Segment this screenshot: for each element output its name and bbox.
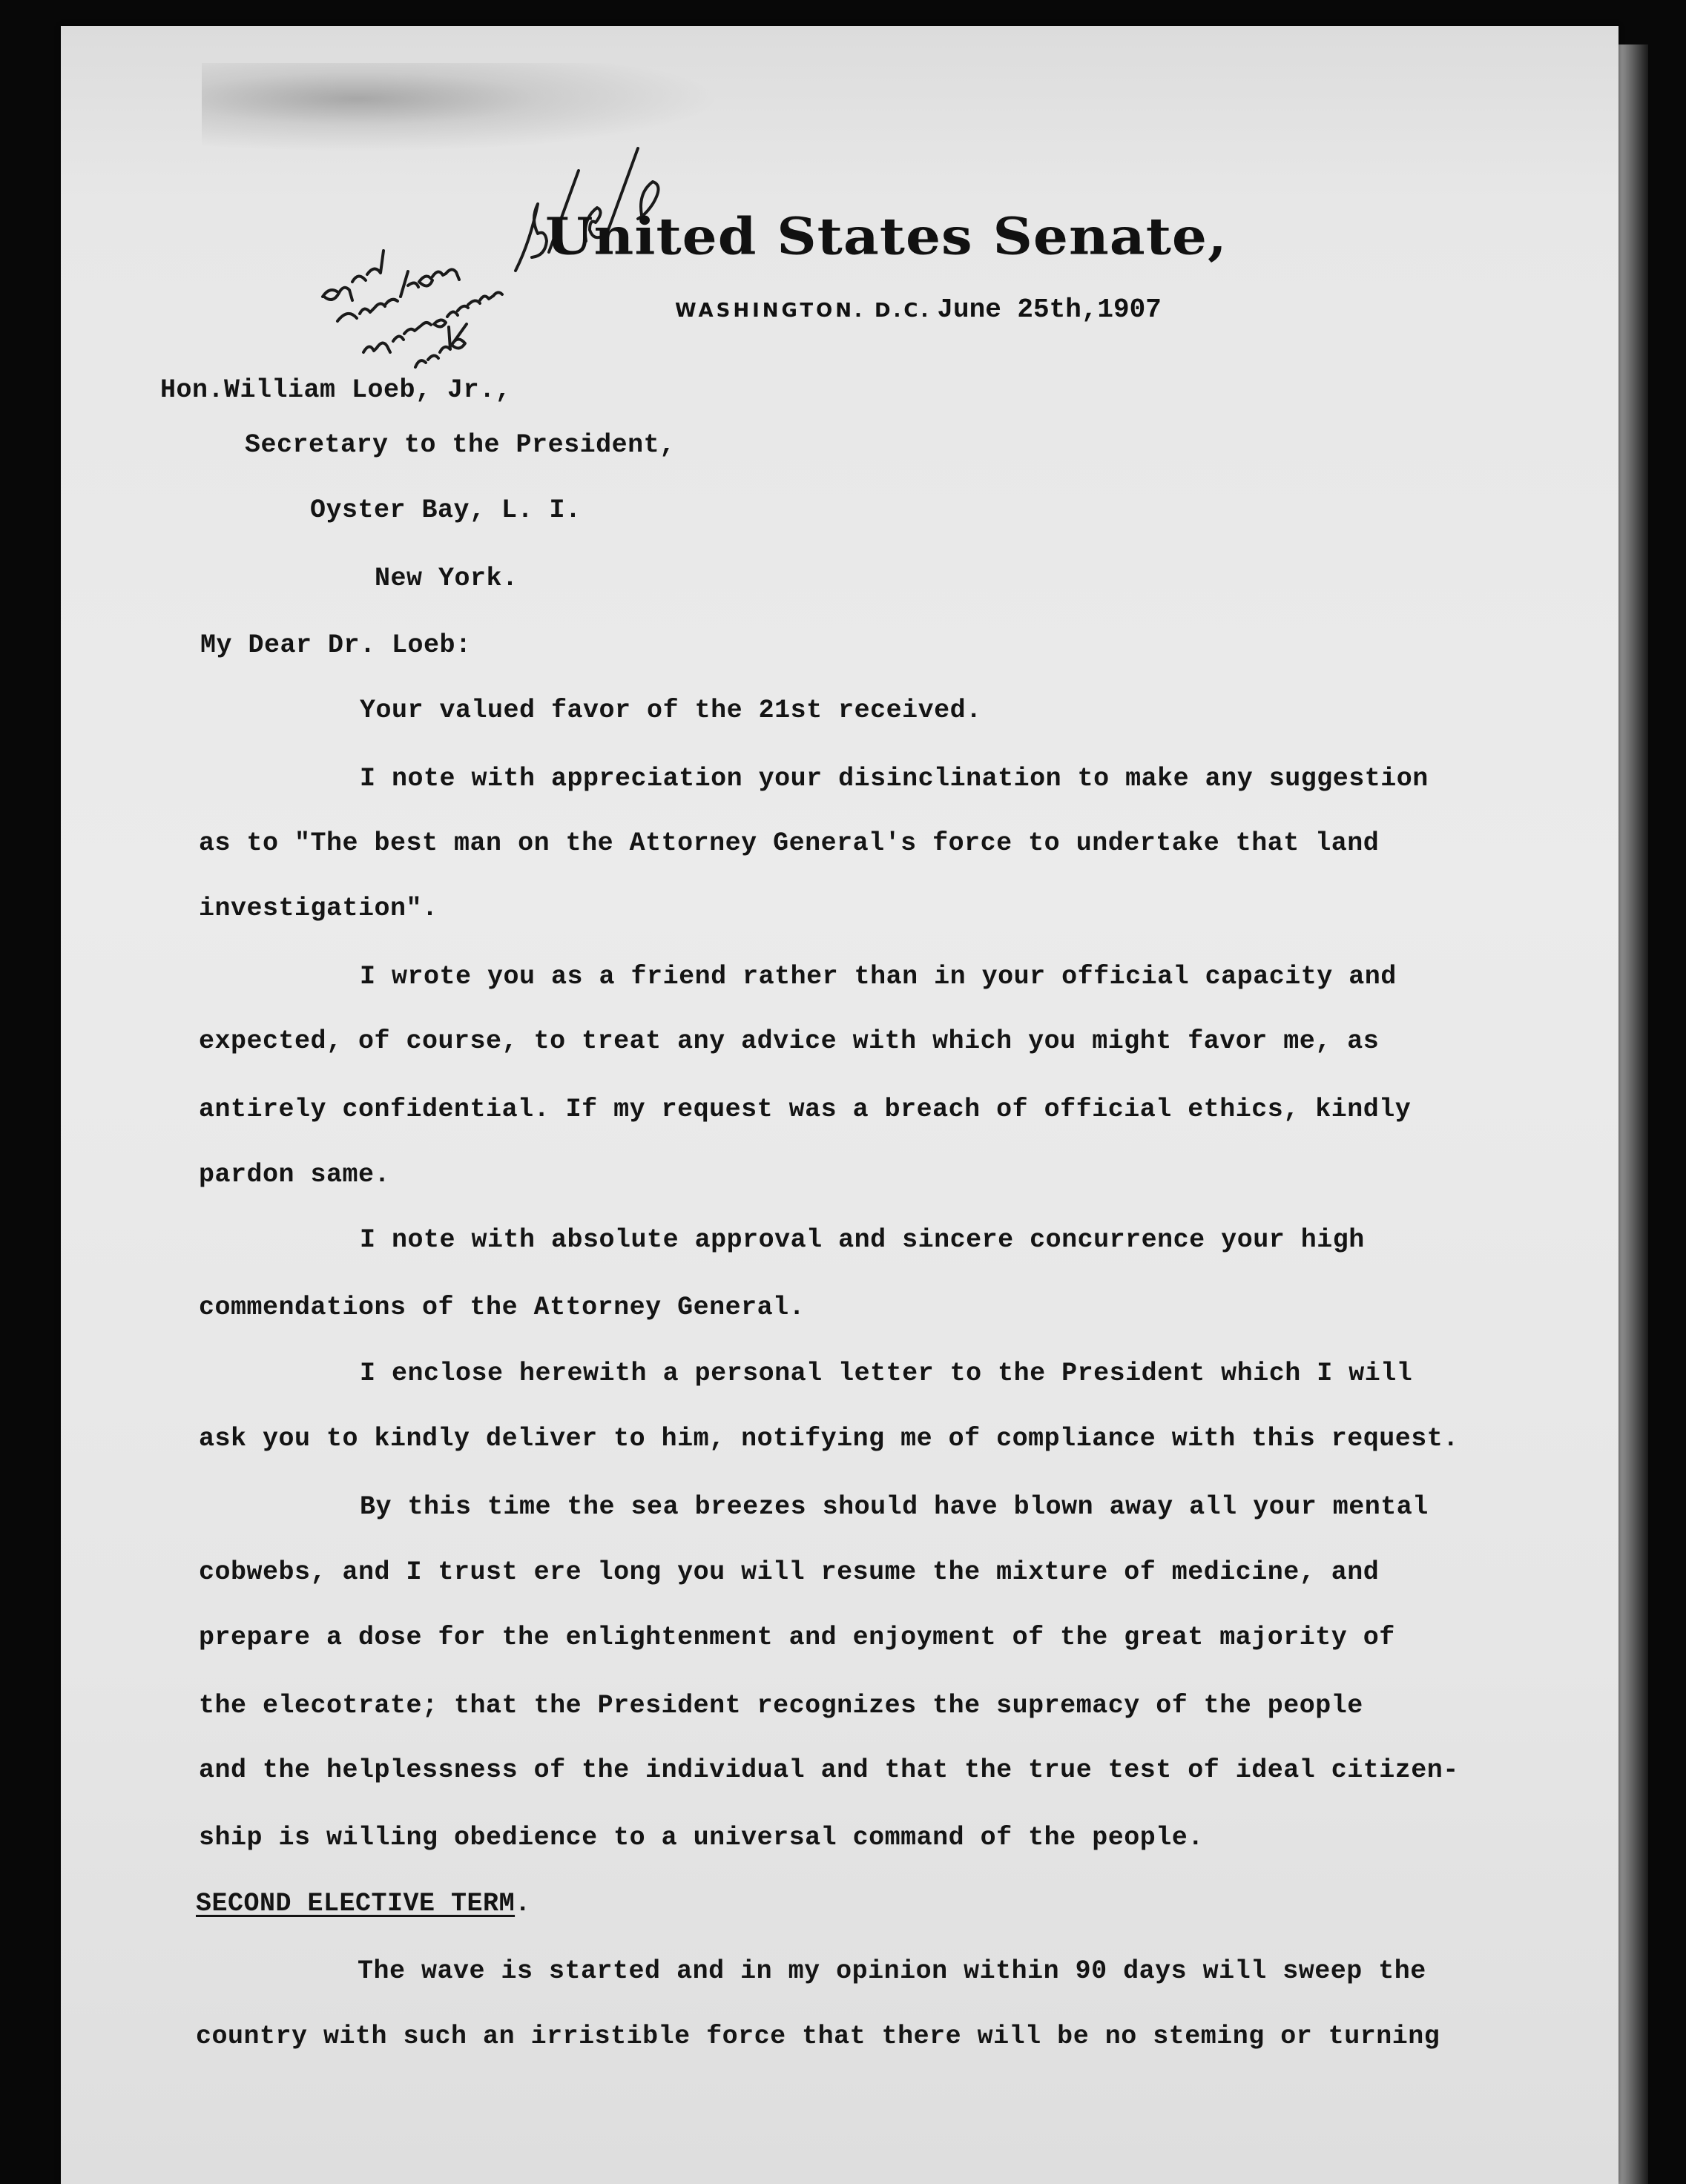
page-edge-shadow: [1619, 44, 1648, 2184]
body-line: I note with absolute approval and sincere concurrence your high: [360, 1225, 1365, 1255]
section-heading-punct: .: [515, 1889, 531, 1919]
body-line: pardon same.: [199, 1160, 391, 1190]
recipient-name: Hon.William Loeb, Jr.,: [160, 375, 512, 405]
body-line: investigation".: [199, 894, 438, 923]
letterhead-title: United States Senate,: [545, 208, 1228, 267]
body-line: and the helplessness of the individual and that the true test of ideal citizen-: [199, 1755, 1459, 1785]
recipient-state: New York.: [375, 564, 518, 593]
body-line: I enclose herewith a personal letter to the President which I will: [360, 1359, 1413, 1388]
salutation: My Dear Dr. Loeb:: [200, 630, 472, 660]
body-line: as to "The best man on the Attorney General's force to undertake that land: [199, 828, 1380, 858]
body-line: commendations of the Attorney General.: [199, 1293, 806, 1322]
closing-line: The wave is started and in my opinion within 90 days will sweep the: [358, 1956, 1426, 1986]
body-line: expected, of course, to treat any advice with which you might favor me, as: [199, 1026, 1380, 1056]
recipient-title: Secretary to the President,: [245, 430, 676, 460]
dateline: [675, 294, 1162, 325]
body-line: By this time the sea breezes should have blown away all your mental: [360, 1492, 1429, 1522]
body-line: antirely confidential. If my request was a breach of official ethics, kindly: [199, 1095, 1412, 1124]
body-line: I note with appreciation your disinclination to make any suggestion: [360, 764, 1429, 794]
body-line: ask you to kindly deliver to him, notifying me of compliance with this request.: [199, 1424, 1459, 1454]
letter-date: June 25th,1907: [937, 294, 1162, 325]
section-heading: [196, 1889, 531, 1919]
body-line: Your valued favor of the 21st received.: [360, 696, 982, 725]
body-line: ship is willing obedience to a universal command of the people.: [199, 1823, 1204, 1853]
body-line: prepare a dose for the enlightenment and enjoyment of the great majority of: [199, 1623, 1395, 1652]
body-line: cobwebs, and I trust ere long you will resume the mixture of medicine, and: [199, 1557, 1380, 1587]
section-heading-text: SECOND ELECTIVE TERM: [196, 1889, 516, 1919]
body-line: the elecotrate; that the President recognizes the supremacy of the people: [199, 1691, 1363, 1721]
body-line: I wrote you as a friend rather than in your official capacity and: [360, 962, 1397, 992]
closing-line: country with such an irristible force that there will be no steming or turning: [196, 2022, 1440, 2051]
dateline-place: WASHINGTON. D.C.: [675, 300, 932, 322]
recipient-location: Oyster Bay, L. I.: [310, 495, 582, 525]
